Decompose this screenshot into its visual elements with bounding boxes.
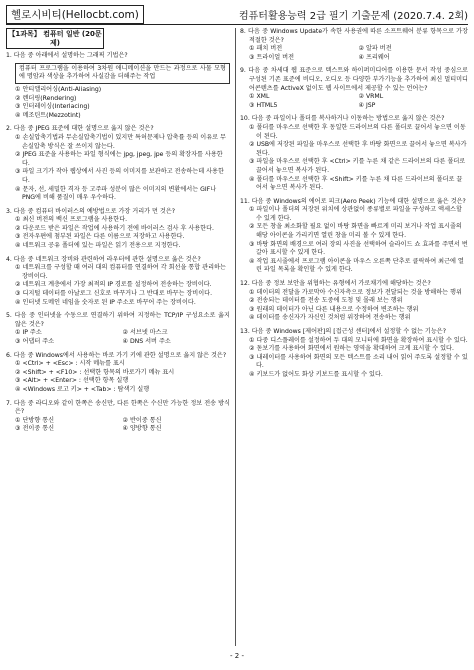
section-label: 【1과목】 컴퓨터 일반 (20문제) bbox=[6, 28, 104, 49]
option: ① 폴더를 마우스로 선택한 후 동일한 드라이브의 다른 폴더로 끌어서 놓으면 이동이 된다. bbox=[249, 123, 466, 140]
options bbox=[249, 289, 468, 323]
options bbox=[15, 216, 230, 250]
option: ③ 원래의 데이터가 아닌 다른 내용으로 수정하여 변조하는 행위 bbox=[249, 305, 419, 313]
page-number: - 2 - bbox=[230, 652, 244, 660]
question-box: 컴퓨터 프로그램을 이용하여 3차원 애니메이션을 만드는 과정으로 사물 모형에 명암과 색상을 추가하여 사실감을 더해주는 작업 bbox=[15, 63, 230, 84]
option: ① XML bbox=[249, 93, 270, 101]
option: ③ 전자우편에 첨부된 파일은 다른 이름으로 저장하고 사용한다. bbox=[15, 233, 185, 241]
question-stem: 9. 다음 중 차세대 웹 표준으로 텍스트와 하이퍼미디어를 이용한 문서 작성 중심으로 구성된 기존 표준에 비디오, 오디오 등 다양한 부가기능을 추가하여 최신 멀티미디어콘텐츠를 ActiveX 없이도 웹 사이트에서 제공할 수 있는 언어는? bbox=[240, 67, 468, 92]
option: ① 패치 버전 bbox=[249, 45, 283, 53]
options bbox=[249, 45, 468, 62]
option: ② VRML bbox=[358, 93, 384, 101]
question-stem: 1. 다음 중 아래에서 설명하는 그래픽 기법은? bbox=[6, 52, 128, 60]
right-column bbox=[240, 28, 468, 385]
question-stem: 10. 다음 중 파일이나 폴더를 복사하거나 이동하는 방법으로 옳지 않은 것은? bbox=[240, 115, 445, 123]
question bbox=[240, 198, 468, 275]
question bbox=[240, 115, 468, 192]
option: ① 다중 디스플레이를 설정하여 두 대의 모니터에 화면을 확장하여 표시할 수 있다. bbox=[249, 336, 468, 344]
option: ④ 폴더를 마우스로 선택한 후 <Shift> 키를 누른 채 다른 드라이브의 폴더로 끌어서 놓으면 복사가 된다. bbox=[249, 175, 463, 192]
options bbox=[15, 417, 230, 434]
option: ③ 디지털 데이터를 아날로그 신호로 바꾸거나 그 반대로 바꾸는 장비이다. bbox=[15, 290, 213, 298]
option: ④ 네트워크 공유 폴더에 있는 파일은 읽기 전용으로 지정한다. bbox=[15, 242, 181, 250]
option: ② JPEG 표준을 사용하는 파일 형식에는 jpg, jpeg, jpe 등의 확장자를 사용한다. bbox=[15, 151, 223, 167]
options bbox=[249, 124, 468, 193]
option: ④ 인터넷 도메인 네임을 숫자로 된 IP 주소로 바꾸어 주는 장비이다. bbox=[15, 298, 196, 306]
left-column bbox=[6, 28, 230, 439]
option: ① 안티앨리어싱(Anti-Aliasing) bbox=[15, 85, 102, 93]
options bbox=[15, 264, 230, 307]
option: ④ 키보드가 없어도 화상 키보드를 표시할 수 있다. bbox=[249, 370, 383, 378]
question bbox=[240, 67, 468, 110]
option: ④ DNS 서버 주소 bbox=[122, 338, 171, 345]
question bbox=[6, 256, 230, 308]
options bbox=[249, 206, 468, 275]
column-divider bbox=[235, 28, 236, 646]
option: ① 단방향 통신 bbox=[15, 416, 55, 424]
question-stem: 7. 다음 중 라디오와 같이 한쪽은 송신만, 다른 한쪽은 수신만 가능한 정보 전송 방식은? bbox=[6, 399, 230, 416]
option: ② 네트워크 계층에서 가장 최적의 IP 경로를 설정하여 전송하는 장비이다. bbox=[15, 281, 212, 289]
option: ① <Ctrl> + <Esc> : 시작 메뉴를 표시 bbox=[15, 360, 125, 368]
option: ① 데이터의 전달을 가로막아 수신자측으로 정보가 전달되는 것을 방해하는 행위 bbox=[249, 288, 462, 296]
question bbox=[6, 52, 230, 120]
option: ① 손실압축기법과 무손실압축기법이 있지만 특허문제나 압축률 등의 이유로 무손실압축 방식은 잘 쓰이지 않는다. bbox=[15, 133, 226, 150]
option: ③ HTML5 bbox=[249, 101, 278, 109]
option: ② 렌더링(Rendering) bbox=[15, 94, 77, 102]
option: ④ 문자, 선, 세밀한 격자 등 고주파 성분이 많은 이미지의 변환에서는 GIF나 PNG에 비해 품질이 매우 우수하다. bbox=[15, 185, 217, 202]
option: ④ 메조틴트(Mezzotint) bbox=[15, 111, 81, 119]
question-stem: 6. 다음 중 Windows에서 사용하는 바로 가기 키에 관한 설명으로 옳지 않은 것은? bbox=[6, 351, 227, 359]
option: ③ 내레이터를 사용하여 화면의 모든 텍스트를 소리 내어 읽어 주도록 설정할 수 있다. bbox=[249, 353, 468, 370]
option: ④ <Windows 로고 키> + <Tab> : 탐색기 실행 bbox=[15, 385, 150, 393]
question-stem: 2. 다음 중 JPEG 표준에 대한 설명으로 옳지 않은 것은? bbox=[6, 125, 154, 133]
question bbox=[6, 312, 230, 346]
option: ② 모든 창을 최소화할 필요 없이 바탕 화면을 빠르게 미리 보거나 작업 표시줄의 해당 아이콘을 가리키면 열린 창을 미리 볼 수 있게 한다. bbox=[249, 223, 462, 240]
options bbox=[15, 134, 230, 203]
option: ③ 인터레이싱(Interlacing) bbox=[15, 103, 90, 111]
question-stem: 5. 다음 중 인터넷을 수동으로 연결하기 위하여 지정하는 TCP/IP 구성요소로 옳지 않은 것은? bbox=[6, 312, 230, 328]
question bbox=[240, 28, 468, 62]
option: ② USB에 저장된 파일을 마우스로 선택한 후 바탕 화면으로 끌어서 놓으면 복사가 된다. bbox=[249, 141, 467, 157]
option: ② 돋보기를 사용하여 화면에서 원하는 영역을 확대하여 크게 표시할 수 있다. bbox=[249, 345, 454, 353]
option: ① 최신 버전의 백신 프로그램을 사용한다. bbox=[15, 216, 128, 224]
option: ② 알파 버전 bbox=[358, 45, 392, 53]
option: ② 반이중 통신 bbox=[122, 416, 162, 424]
question bbox=[6, 400, 230, 434]
option: ① 파일이나 폴더의 저장된 위치에 상관없이 종류별로 파일을 구성하고 액세스할 수 있게 한다. bbox=[249, 206, 462, 222]
question-stem: 8. 다음 중 Windows Update가 속한 사용권에 따른 소프트웨어 분류 항목으로 가장 적절한 것은? bbox=[240, 28, 468, 44]
options bbox=[15, 86, 230, 120]
option: ④ 양방향 통신 bbox=[122, 425, 162, 433]
options bbox=[15, 360, 230, 394]
options bbox=[249, 93, 468, 110]
exam-title: 컴퓨터활용능력 2급 필기 기출문제 (2020.7.4. 2회) bbox=[238, 11, 468, 22]
site-name: 헬로시비티(Hellocbt.com) bbox=[6, 5, 144, 24]
options bbox=[15, 329, 230, 346]
option: ① IP 주소 bbox=[15, 329, 42, 337]
question bbox=[240, 328, 468, 380]
option: ② 서브넷 마스크 bbox=[122, 329, 168, 337]
option: ② 다운로드 받은 파일은 작업에 사용하기 전에 바이러스 검사 후 사용한다. bbox=[15, 224, 215, 232]
option: ③ 파일을 마우스로 선택한 후 <Ctrl> 키를 누른 채 같은 드라이브의 다른 폴더로 끌어서 놓으면 복사가 된다. bbox=[249, 158, 466, 174]
option: ① 네트워크를 구성할 때 여러 대의 컴퓨터를 연결하여 각 회선을 통합 관리하는 장비이다. bbox=[15, 264, 226, 280]
option: ④ 작업 표시줄에서 프로그램 아이콘을 마우스 오른쪽 단추로 클릭하여 최근에 열린 파일 목록을 확인할 수 있게 한다. bbox=[249, 257, 464, 274]
option: ③ 파일 크기가 작아 웹상에서 사진 등의 이미지를 보관하고 전송하는데 사용한다. bbox=[15, 168, 224, 184]
option: ④ 데이터를 송신자가 자신인 것처럼 위장하여 전송하는 행위 bbox=[249, 314, 411, 322]
option: ④ 프리웨어 bbox=[358, 53, 390, 61]
option: ④ JSP bbox=[358, 101, 376, 109]
question bbox=[240, 280, 468, 323]
option: ③ 어댑터 주소 bbox=[15, 338, 55, 345]
option: ③ <Alt> + <Enter> : 선택한 항목 실행 bbox=[15, 377, 129, 385]
option: ③ 트라이얼 버전 bbox=[249, 53, 295, 61]
question-stem: 13. 다음 중 Windows [제어판]의 [접근성 센터]에서 설정할 수 없는 기능은? bbox=[240, 328, 446, 335]
option: ② 전송되는 데이터를 전송 도중에 도청 및 몰래 보는 행위 bbox=[249, 297, 403, 305]
option: ③ 전이중 통신 bbox=[15, 425, 55, 433]
option: ② <Shift> + <F10> : 선택한 항목의 바로가기 메뉴 표시 bbox=[15, 368, 175, 376]
question bbox=[6, 352, 230, 395]
options bbox=[249, 337, 468, 380]
option: ③ 바탕 화면의 배경으로 여러 장의 사진을 선택하여 슬라이드 쇼 효과를 주면서 번갈아 표시할 수 있게 한다. bbox=[249, 240, 468, 257]
question bbox=[6, 208, 230, 251]
page-header bbox=[6, 4, 468, 25]
question-stem: 11. 다음 중 Windows의 에어로 피크(Aero Peek) 기능에 대한 설명으로 옳은 것은? bbox=[240, 197, 466, 205]
question-stem: 12. 다음 중 정보 보안을 위협하는 유형에서 가로채기에 해당하는 것은? bbox=[240, 280, 431, 288]
question-stem: 3. 다음 중 컴퓨터 바이러스의 예방법으로 가장 거리가 먼 것은? bbox=[6, 207, 176, 215]
question-stem: 4. 다음 중 네트워크 장비와 관련하여 라우터에 관한 설명으로 옳은 것은? bbox=[6, 255, 201, 263]
question bbox=[6, 125, 230, 202]
